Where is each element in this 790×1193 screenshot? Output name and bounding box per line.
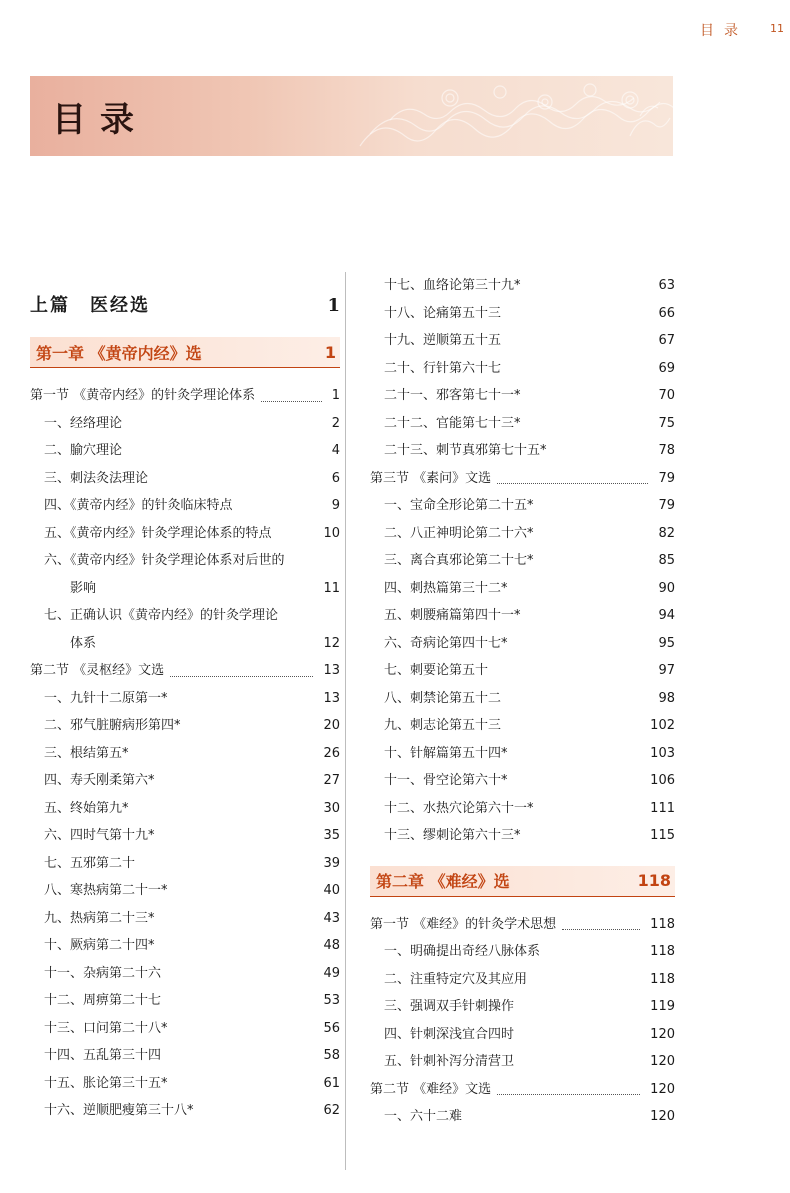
entry-page: 35 (323, 828, 340, 843)
part-page: 1 (327, 295, 340, 316)
toc-left-column (30, 285, 340, 1125)
toc-entry (370, 822, 675, 850)
toc-entry (370, 602, 675, 630)
leader-dots (497, 482, 648, 484)
entry-page: 26 (323, 745, 340, 761)
toc-entry (370, 1021, 675, 1049)
entry-title: 十、针解篇第五十四* (384, 745, 508, 761)
entry-title: 体系 (70, 635, 97, 651)
toc-entry (370, 740, 675, 768)
entry-page: 82 (658, 525, 675, 541)
toc-entry (370, 712, 675, 740)
entry-title: 一、经络理论 (44, 415, 123, 431)
entry-page: 118 (650, 971, 675, 987)
entry-title: 五、终始第九* (44, 800, 129, 816)
toc-section (30, 382, 340, 410)
section-page: 13 (323, 663, 340, 678)
toc-entry (30, 410, 340, 438)
entry-page: 69 (658, 360, 675, 376)
entry-title: 九、刺志论第五十三 (384, 718, 502, 733)
entry-page: 4 (331, 443, 340, 458)
toc-entry (370, 1048, 675, 1076)
entry-title: 四、《黄帝内经》的针灸临床特点 (44, 498, 233, 513)
entry-page: 70 (658, 388, 675, 403)
entry-title: 七、刺要论第五十 (384, 663, 489, 678)
entry-title: 十八、论痛第五十三 (384, 305, 502, 321)
toc-entry (370, 1103, 675, 1131)
entry-page: 9 (331, 498, 340, 513)
toc-entry (30, 850, 340, 878)
toc-entry (30, 877, 340, 905)
toc-entry (30, 465, 340, 493)
chapter-page: 118 (637, 871, 671, 890)
entry-page: 12 (323, 635, 340, 651)
entry-title: 十四、五乱第三十四 (44, 1048, 162, 1063)
toc-entry (370, 492, 675, 520)
entry-page: 85 (658, 553, 675, 568)
entry-page: 30 (323, 800, 340, 816)
entry-title: 十、厥病第二十四* (44, 938, 155, 953)
section-title: 第三节 《素问》文选 (370, 470, 492, 486)
entry-title: 六、四时气第十九* (44, 828, 155, 843)
section-page: 118 (650, 916, 675, 932)
entry-title: 五、刺腰痛篇第四十一* (384, 608, 521, 623)
toc-entry (30, 602, 340, 630)
entry-page: 40 (323, 883, 340, 898)
section-items (30, 410, 340, 658)
toc-entry (30, 987, 340, 1015)
toc-entry (370, 355, 675, 383)
toc-entry (370, 327, 675, 355)
toc-entry (370, 575, 675, 603)
leader-dots (562, 928, 640, 930)
entry-page: 115 (650, 828, 675, 843)
entry-title: 五、针刺补泻分清营卫 (384, 1054, 515, 1069)
entry-page: 94 (658, 608, 675, 623)
entry-title: 十三、缪刺论第六十三* (384, 828, 521, 843)
chapter-heading (30, 337, 340, 368)
toc-entry (30, 685, 340, 713)
toc-entry (30, 437, 340, 465)
entry-title: 二十三、刺节真邪第七十五* (384, 443, 547, 458)
entry-title: 一、九针十二原第一* (44, 690, 168, 706)
leader-dots (497, 1093, 640, 1095)
entry-page: 90 (658, 580, 675, 596)
entry-page: 102 (650, 718, 675, 733)
entry-title: 八、刺禁论第五十二 (384, 690, 502, 706)
entry-title: 四、寿夭刚柔第六* (44, 773, 155, 788)
entry-title: 一、六十二难 (384, 1109, 463, 1124)
section-items (370, 492, 675, 850)
entry-title: 十六、逆顺肥瘦第三十八* (44, 1103, 194, 1118)
entry-title: 十一、杂病第二十六 (44, 965, 162, 981)
part-heading (30, 291, 340, 327)
running-title: 目录 (700, 23, 748, 39)
entry-page: 118 (650, 944, 675, 959)
part-title: 上篇 医经选 (30, 295, 150, 316)
entry-page: 106 (650, 773, 675, 788)
entry-title: 三、刺法灸法理论 (44, 470, 149, 486)
toc-entry (370, 547, 675, 575)
entry-title: 八、寒热病第二十一* (44, 883, 168, 898)
entry-title: 二、邪气脏腑病形第四* (44, 718, 181, 733)
entry-title: 十五、胀论第三十五* (44, 1075, 168, 1091)
toc-entry (370, 630, 675, 658)
entry-title: 一、宝命全形论第二十五* (384, 498, 534, 513)
toc-entry (370, 767, 675, 795)
section-title: 第二节 《灵枢经》文选 (30, 663, 165, 678)
entry-page: 66 (658, 305, 675, 321)
section-items (30, 685, 340, 1125)
toc-right-column (370, 272, 675, 1131)
leader-dots (170, 675, 313, 677)
entry-page: 79 (658, 498, 675, 513)
toc-entry (30, 740, 340, 768)
entry-title: 二、腧穴理论 (44, 443, 123, 458)
entry-page: 120 (650, 1109, 675, 1124)
entry-title: 三、根结第五* (44, 745, 129, 761)
toc-entry (30, 767, 340, 795)
entry-title: 十二、水热穴论第六十一* (384, 800, 534, 816)
section-title: 第二节 《难经》文选 (370, 1081, 492, 1097)
entry-page: 39 (323, 855, 340, 871)
page-title: 目录 (52, 100, 148, 140)
entry-title: 二十、行针第六十七 (384, 360, 502, 376)
entry-title: 十二、周痹第二十七 (44, 993, 162, 1008)
entry-page: 97 (658, 663, 675, 678)
entry-page: 58 (323, 1048, 340, 1063)
toc-entry (370, 795, 675, 823)
section-title: 第一节 《难经》的针灸学术思想 (370, 916, 557, 932)
toc-entry (30, 1070, 340, 1098)
entry-title: 三、离合真邪论第二十七* (384, 553, 534, 568)
entry-page: 67 (658, 333, 675, 348)
entry-page: 43 (323, 910, 340, 926)
entry-page: 10 (323, 525, 340, 541)
entry-page: 53 (323, 993, 340, 1008)
entry-title: 六、《黄帝内经》针灸学理论体系对后世的 (44, 553, 285, 568)
toc-entry (370, 382, 675, 410)
entry-page: 56 (323, 1020, 340, 1036)
toc-entry (30, 1097, 340, 1125)
toc-entry (30, 822, 340, 850)
entry-page: 119 (650, 999, 675, 1014)
toc-entry (30, 575, 340, 603)
toc-entry (30, 960, 340, 988)
entry-page: 27 (323, 773, 340, 788)
toc-entry (370, 437, 675, 465)
entry-page: 11 (323, 580, 340, 596)
column-divider (345, 272, 346, 1170)
entry-page: 95 (658, 635, 675, 651)
toc-entry (30, 1015, 340, 1043)
section-page: 1 (331, 388, 340, 403)
title-banner (30, 76, 673, 156)
section-items (370, 938, 675, 1076)
entry-page: 98 (658, 690, 675, 706)
entry-title: 二、注重特定穴及其应用 (384, 971, 528, 987)
section-page: 79 (658, 470, 675, 486)
toc-entry (370, 966, 675, 994)
entry-title: 一、明确提出奇经八脉体系 (384, 944, 541, 959)
entry-page: 78 (658, 443, 675, 458)
toc-entry (30, 712, 340, 740)
entry-page: 120 (650, 1026, 675, 1042)
entry-page: 6 (331, 470, 340, 486)
entry-title: 七、五邪第二十 (44, 855, 136, 871)
entry-page: 61 (323, 1075, 340, 1091)
toc-entry (30, 520, 340, 548)
toc-entry (370, 272, 675, 300)
entry-title: 九、热病第二十三* (44, 910, 155, 926)
section-items (370, 1103, 675, 1131)
chapter-title: 第一章 《黄帝内经》选 (36, 343, 202, 363)
toc-section (30, 657, 340, 685)
entry-page: 20 (323, 718, 340, 733)
entry-title: 十一、骨空论第六十* (384, 773, 508, 788)
toc-entry (30, 795, 340, 823)
toc-entry (30, 547, 340, 575)
chapter-heading (370, 866, 675, 897)
entry-title: 十三、口问第二十八* (44, 1020, 168, 1036)
entry-title: 七、正确认识《黄帝内经》的针灸学理论 (44, 608, 279, 623)
leader-dots (261, 400, 322, 402)
section-page: 120 (650, 1081, 675, 1097)
toc-entry (30, 905, 340, 933)
entry-title: 五、《黄帝内经》针灸学理论体系的特点 (44, 525, 272, 541)
toc-entry (370, 520, 675, 548)
page-number: 11 (770, 22, 784, 35)
entry-page: 120 (650, 1054, 675, 1069)
toc-section (370, 911, 675, 939)
toc-entry (30, 492, 340, 520)
toc-entry (370, 685, 675, 713)
chapter-title: 第二章 《难经》选 (376, 872, 510, 891)
entry-page: 48 (323, 938, 340, 953)
section-title: 第一节 《黄帝内经》的针灸学理论体系 (30, 388, 256, 403)
entry-title: 十九、逆顺第五十五 (384, 333, 502, 348)
entry-page: 111 (650, 800, 675, 816)
entry-page: 103 (650, 745, 675, 761)
entry-title: 四、刺热篇第三十二* (384, 580, 508, 596)
toc-entry (30, 630, 340, 658)
entry-title: 二十一、邪客第七十一* (384, 388, 521, 403)
toc-entry (370, 410, 675, 438)
toc-section (370, 1076, 675, 1104)
toc-entry (370, 657, 675, 685)
entry-title: 十七、血络论第三十九* (384, 278, 521, 293)
entry-title: 影响 (70, 580, 97, 596)
entry-page: 13 (323, 690, 340, 706)
entry-page: 62 (323, 1103, 340, 1118)
toc-entry (370, 300, 675, 328)
toc-entry (370, 993, 675, 1021)
entry-page: 49 (323, 965, 340, 981)
toc-section (370, 465, 675, 493)
entry-title: 二十二、官能第七十三* (384, 415, 521, 431)
entry-page: 75 (658, 415, 675, 431)
toc-entry (370, 938, 675, 966)
chapter-page: 1 (324, 342, 336, 362)
entry-title: 四、针刺深浅宜合四时 (384, 1026, 515, 1042)
entry-page: 63 (658, 278, 675, 293)
entry-page: 2 (331, 415, 340, 431)
entry-title: 二、八正神明论第二十六* (384, 525, 534, 541)
toc-entry (30, 1042, 340, 1070)
section-items (370, 272, 675, 465)
entry-title: 三、强调双手针刺操作 (384, 999, 515, 1014)
toc-entry (30, 932, 340, 960)
entry-title: 六、奇病论第四十七* (384, 635, 508, 651)
